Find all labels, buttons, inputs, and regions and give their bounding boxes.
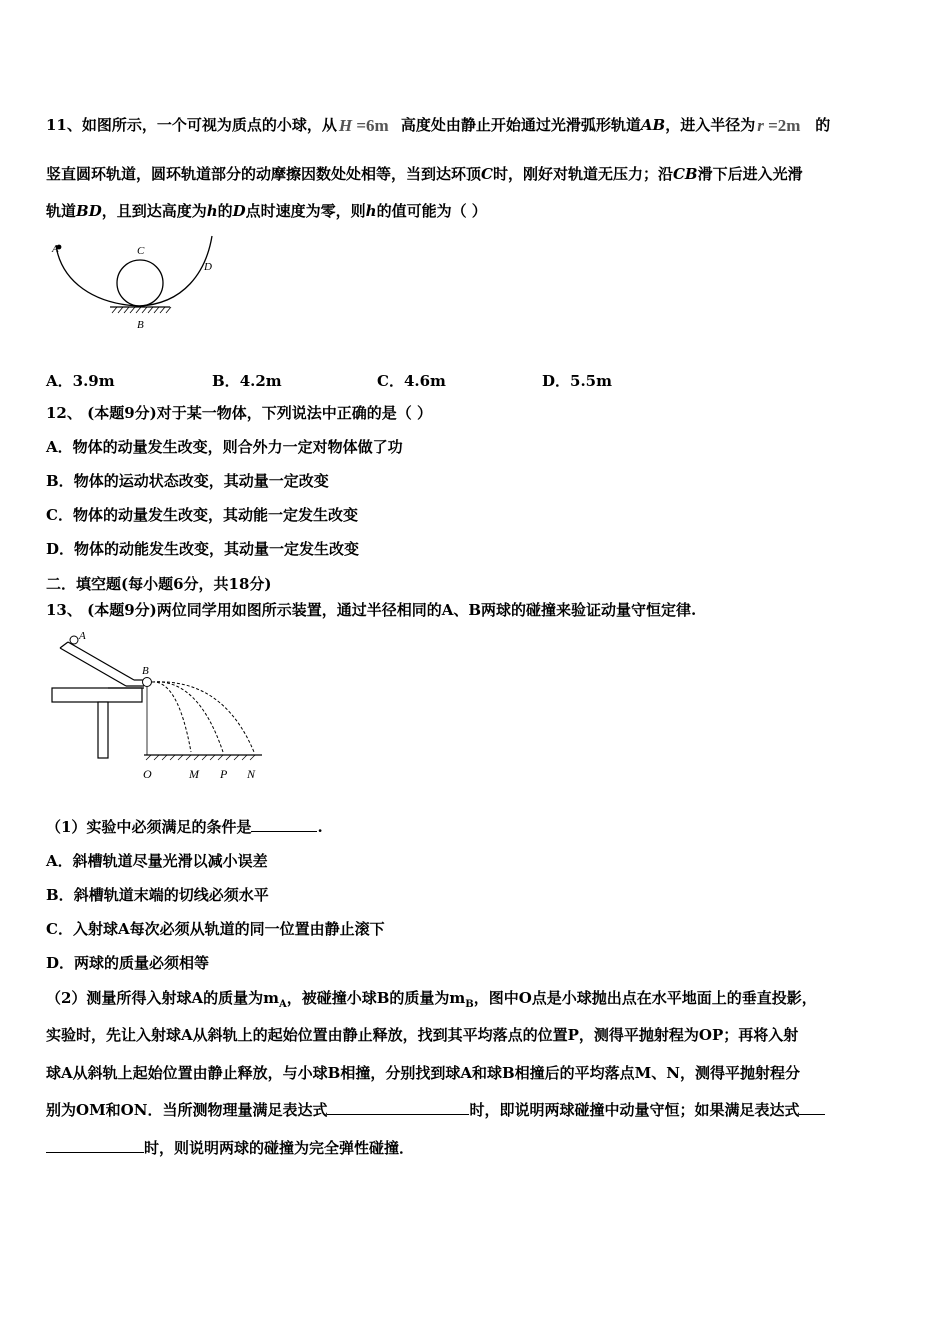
q13-trajectories: [152, 682, 254, 752]
q11-line2-a: 竖直圆环轨道，圆环轨道部分的动摩擦因数处处相等，当到达环顶: [46, 165, 482, 183]
q11-C: C: [481, 165, 493, 183]
q11-option-d[interactable]: [542, 370, 612, 391]
q13-option-c[interactable]: [46, 919, 385, 939]
q11-option-b[interactable]: [212, 370, 282, 391]
option-text: 物体的动量发生改变，则合外力一定对物体做了功: [72, 438, 403, 456]
q11-line2-b: 时，刚好对轨道无压力；沿: [492, 165, 673, 183]
q11-label-D: D: [204, 261, 212, 273]
option-letter: B．: [212, 372, 240, 390]
q11-line3-d: 点时速度为零，则: [245, 202, 366, 220]
q13-label-O: O: [143, 767, 152, 781]
option-letter: A．: [46, 852, 73, 870]
q11-BD: BD: [76, 202, 102, 220]
option-text: 斜槽轨道末端的切线必须水平: [73, 886, 269, 904]
option-letter: D．: [542, 372, 571, 390]
option-letter: D．: [46, 954, 75, 972]
q12-option-a[interactable]: [46, 437, 403, 457]
option-letter: A．: [46, 372, 73, 390]
q13-sub2-l4-a: 别为OM和ON．当所测物理量满足表达式: [46, 1101, 328, 1119]
q13-sub2-line1: [46, 988, 817, 1015]
q13-sub2-line5: [46, 1138, 414, 1158]
option-letter: C．: [46, 506, 73, 524]
q13-sub2-l1-c: ，图中O点是小球抛出点在水平地面上的垂直投影，: [473, 989, 817, 1007]
q11-figure: [44, 232, 234, 337]
q11-loop: [117, 260, 163, 306]
option-value: 4.2m: [239, 372, 282, 390]
q12-option-b[interactable]: [46, 471, 329, 491]
q13-label-N: N: [247, 767, 256, 781]
q11-H-var: H: [338, 116, 353, 135]
option-value: 3.9m: [72, 372, 115, 390]
option-letter: C．: [377, 372, 404, 390]
option-letter: A．: [46, 438, 73, 456]
q11-line2: [46, 164, 803, 184]
q11-track-arc: [56, 236, 212, 306]
q11-label-B: B: [137, 319, 144, 331]
q13-ball-b: [143, 678, 152, 687]
answer-blank-3b[interactable]: [46, 1138, 144, 1153]
q11-AB: AB: [640, 116, 666, 134]
q13-label-A: A: [79, 630, 86, 642]
q11-D: D: [232, 202, 246, 220]
q13-figure: [48, 630, 268, 785]
q13-stem: 13、 (本题9分)两位同学用如图所示装置，通过半径相同的A、B两球的碰撞来验证动量守恒定律.: [46, 601, 697, 619]
q13-ground-hatch: [146, 755, 255, 760]
q13-sub2-l1-a: （2）测量所得入射球A的质量为m: [46, 989, 279, 1007]
q13-ball-a: [70, 636, 78, 644]
q11-label-C: C: [137, 245, 145, 257]
q11-r-eq: =2m: [763, 116, 801, 135]
q11-line3-e: 的值可能为（ ）: [376, 202, 487, 220]
q11-intro: 如图所示，一个可视为质点的小球，从: [81, 116, 337, 134]
answer-blank-3a[interactable]: [799, 1100, 825, 1115]
q13-option-b[interactable]: [46, 885, 269, 905]
q11-CB: CB: [672, 165, 698, 183]
q13-option-a[interactable]: [46, 851, 268, 871]
q11-line1: [46, 115, 830, 135]
q12-stem: 12、 (本题9分)对于某一物体，下列说法中正确的是（ ）: [46, 404, 432, 422]
q13-table-leg: [98, 702, 108, 758]
section-heading: 二．填空题(每小题6分，共18分): [46, 575, 272, 593]
subscript-B: B: [465, 999, 474, 1010]
q13-sub2-line2: 实验时，先让入射球A从斜轨上的起始位置由静止释放，找到其平均落点的位置P，测得平抛射程为OP；再将入射: [46, 1026, 799, 1044]
q11-line3-b: ，且到达高度为: [101, 202, 207, 220]
q13-label-M: M: [189, 767, 199, 781]
option-value: 5.5m: [570, 372, 612, 390]
q11-line2-c: 滑下后进入光滑: [697, 165, 803, 183]
q11-ground-hatch: [112, 307, 171, 313]
q11-line3-c: 的: [217, 202, 233, 220]
q13-sub1-text: （1）实验中必须满足的条件是: [46, 818, 252, 836]
q13-sub2-l4-b: 时，即说明两球碰撞中动量守恒；如果满足表达式: [469, 1101, 800, 1119]
subscript-A: A: [278, 999, 287, 1010]
answer-blank-2[interactable]: [327, 1100, 469, 1115]
q13-chute: [60, 642, 144, 686]
q11-line3-a: 轨道: [46, 202, 77, 220]
option-text: 物体的运动状态改变，其动量一定改变: [73, 472, 329, 490]
q11-h1: h: [206, 202, 218, 220]
q13-label-P: P: [220, 767, 228, 781]
q13-sub2-l5: 时，则说明两球的碰撞为完全弹性碰撞．: [144, 1139, 415, 1157]
q11-r-var: r: [757, 116, 764, 135]
answer-blank-1[interactable]: [251, 817, 317, 832]
option-letter: B．: [46, 472, 74, 490]
q13-sub2-l1-b: ，被碰撞小球B的质量为m: [286, 989, 466, 1007]
option-value: 4.6m: [403, 372, 446, 390]
option-text: 入射球A每次必须从轨道的同一位置由静止滚下: [72, 920, 385, 938]
q13-option-d[interactable]: [46, 953, 209, 973]
q11-option-a[interactable]: [46, 370, 115, 391]
option-text: 两球的质量必须相等: [74, 954, 210, 972]
q11-line3: [46, 201, 487, 221]
q11-option-c[interactable]: [377, 370, 446, 391]
q12-option-c[interactable]: [46, 505, 358, 525]
option-letter: C．: [46, 920, 73, 938]
q13-table-top: [52, 688, 142, 702]
q11-de: 的: [815, 116, 831, 134]
q11-number: 11、: [46, 116, 82, 134]
q12-option-d[interactable]: [46, 539, 359, 559]
option-text: 物体的动能发生改变，其动量一定发生改变: [74, 540, 360, 558]
q11-H-eq: =6m: [352, 116, 389, 135]
q13-sub1: [46, 817, 323, 837]
q11-mid: 高度处由静止开始通过光滑弧形轨道: [400, 116, 641, 134]
option-letter: B．: [46, 886, 74, 904]
q13-sub1-end: .: [317, 818, 323, 836]
q11-h2: h: [365, 202, 377, 220]
q13-label-B: B: [142, 665, 149, 677]
q11-after-ab: ，进入半径为: [665, 116, 756, 134]
option-letter: D．: [46, 540, 75, 558]
option-text: 斜槽轨道尽量光滑以减小误差: [72, 852, 268, 870]
option-text: 物体的动量发生改变，其动能一定发生改变: [72, 506, 358, 524]
q13-sub2-line3: 球A从斜轨上起始位置由静止释放，与小球B相撞，分别找到球A和球B相撞后的平均落点M、N，测得平抛射程分: [46, 1064, 800, 1082]
q11-label-A: A: [52, 243, 59, 255]
q13-sub2-line4: [46, 1100, 825, 1120]
